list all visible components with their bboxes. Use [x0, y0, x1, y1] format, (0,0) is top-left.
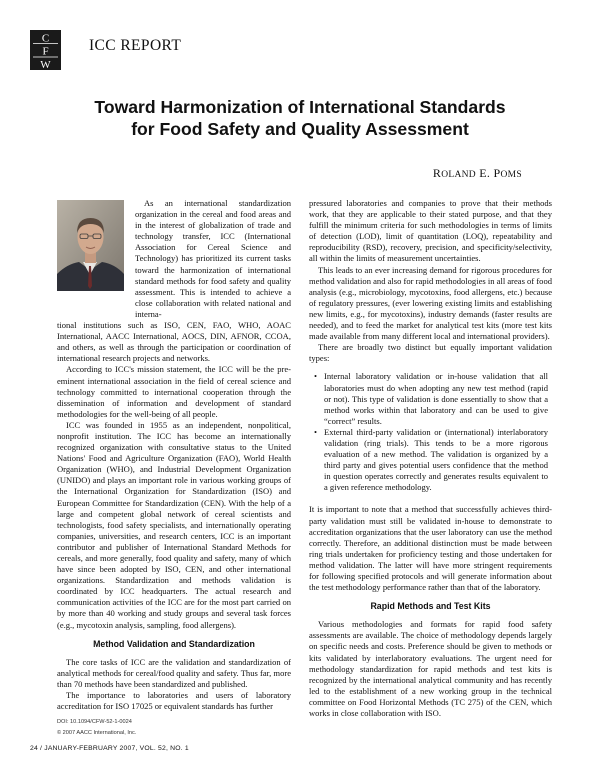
paragraph-demand: This leads to an ever increasing demand for rigorous procedures for method validation and also for rapid methodologies in all areas of food analysis (e.g., microbiology, mycotoxins, food allergens, etc.) because of regulatory pressures, (ever lowering existing limits and establishing new limits, e.g., for mycotoxins), industry demands (faster results are needed), and to feed the market for analytical test kits (more test kits made available from many different local and international providers). — [309, 264, 552, 342]
author-middle: E. — [479, 166, 491, 180]
logo-letter-c: C — [41, 32, 50, 45]
paragraph-intro-text: As an international standardization organization in the cereal and food areas and in the interest of globalization of trade and technology transfer, ICC (International Association for Cereal Science and Technology) has prioritized its current tasks toward the harmonization of international standard methods for food safety and quality assessment. This is intended to achieve a close collaboration with related national and interna- — [135, 198, 291, 319]
title-line-2: for Food Safety and Quality Assessment — [131, 119, 469, 139]
list-item — [309, 371, 552, 426]
copyright-text: © 2007 AACC International, Inc. — [57, 730, 137, 736]
paragraph-rapid-methods: Various methodologies and formats for rapid food safety assessments are available. The choice of methodology depends largely on specific needs and costs. Preference should be given to methods or kits validated by interlaboratory evaluations. The urgent need for methodology standardization for rapid methods and test kits is recognized by the international analytical community and has recently led to the establishment of a new working group in the technical committee on Food Horizontal Methods (TC 275) of the CEN, which works in close collaboration with ISO. — [309, 619, 552, 719]
paragraph-core-tasks: The core tasks of ICC are the validation and standardization of analytical methods for cereal/food quality and safety. Thus far, more than 70 methods have been standardized and published. — [57, 656, 291, 689]
bullet-icon: • — [314, 371, 317, 382]
logo-letter-f: F — [42, 45, 49, 58]
page-footer: 24 / JANUARY-FEBRUARY 2007, VOL. 52, NO. 1 — [30, 745, 189, 752]
cfw-logo-mark — [30, 30, 82, 70]
paragraph-pressured: pressured laboratories and companies to prove that their methods work, that they are applicable to their stated purpose, and that they fulfill the minimum criteria for such methodologies in terms of limits of detection (LOD), limit of quantitation (LOQ), repeatability and reproducibility (RSD), recovery, precision, and specificity/selectivity, all within the limits of measurement uncertainties. — [309, 198, 552, 264]
section-label: ICC REPORT — [89, 37, 182, 54]
author-initial-2: P — [493, 166, 501, 180]
list-item-text: External third-party validation or (international) interlaboratory validation (ring trials). This tends to be a more rigorous evaluation of a new method. The validation is organized by a third party and gives potential users confidence that the method in question operates correctly and generates results equivalent to a given reference methodology. — [324, 426, 548, 493]
paragraph-accreditation: The importance to laboratories and users of laboratory accreditation for ISO 17025 or equivalent standards has further — [57, 690, 291, 712]
paragraph-intro-continued: tional institutions such as ISO, CEN, FAO, WHO, AOAC International, AACC International, AOCS, DIN, AFNOR, CCOA, and others, as well as through the participation or coordination of international research projects and networks. — [57, 320, 291, 364]
author-initial-1: R — [432, 166, 442, 180]
doi-text: DOI: 10.1094/CFW-52-1-0024 — [57, 719, 132, 725]
bullet-icon: • — [314, 426, 317, 437]
paragraph-validation-types: There are broadly two distinct but equally important validation types: — [309, 342, 552, 364]
paragraph-mission: According to ICC's mission statement, the ICC will be the pre-eminent international association in the field of cereal science and technology committed to international cooperation through the dissemination of information and development of standard methodologies for the well-being of all people. — [57, 364, 291, 419]
validation-list — [309, 371, 552, 493]
article-title — [40, 96, 560, 140]
right-column — [309, 198, 552, 719]
cfw-logo — [30, 30, 82, 70]
paragraph-history: ICC was founded in 1955 as an independent, nonpolitical, nonprofit institution. The ICC has become an internationally recognized organization with consultative status to the United Nations' Food and Agriculture Organization (FAO), World Health Organization (WHO), and Industrial Development Organization (UNIDO) and plays an important role in various working groups of the International Organization for Standardization (ISO) and European Committee for Standardization (CEN). With the help of a large and competent global network of cereal scientists and technologists, food safety specialists, and internationally operating companies, universities, and research centers, ICC is an important contributor and publisher of International Standard Methods for cereals, and more generally, food quality and safety, many of which have since been adopted by ISO, CEN, and other international organizations. Standardization and methods validation is coordinated by ICC headquarters. The actual research and communication activities of the ICC are for the most part carried on by more than 40 working and study groups and several task forces (e.g., mycotoxin analysis, sampling, food allergens). — [57, 419, 291, 630]
logo-letter-w: W — [40, 59, 51, 70]
heading-rapid-methods: Rapid Methods and Test Kits — [370, 601, 491, 612]
list-item-text: Internal laboratory validation or in-house validation that all laboratories must do when adopting any new test method (rapid or not). This type of validation is done essentially to show that a method works within that laboratory and can be used to give “correct” results. — [324, 371, 548, 426]
author-byline — [433, 166, 522, 181]
author-rest-1: OLAND — [441, 170, 476, 180]
paragraph-intro — [57, 198, 291, 320]
list-item — [309, 427, 552, 494]
heading-method-validation: Method Validation and Standardization — [93, 638, 255, 649]
article-meta — [57, 717, 136, 739]
title-line-1: Toward Harmonization of International Standards — [94, 97, 506, 117]
left-column — [57, 198, 291, 712]
paragraph-important-note: It is important to note that a method that successfully achieves third-party validation must still be validated in-house to demonstrate to accreditation organizations that the user laboratory can use the method correctly. Therefore, an additional distinction must be made between ring trials undertaken for proficiency testing and those undertaken for method validation. The latter will have more stringent requirements for following specified protocols and will generate information about the test methodology performance rather than that of the laboratory. — [309, 504, 552, 593]
author-rest-2: OMS — [500, 170, 522, 180]
